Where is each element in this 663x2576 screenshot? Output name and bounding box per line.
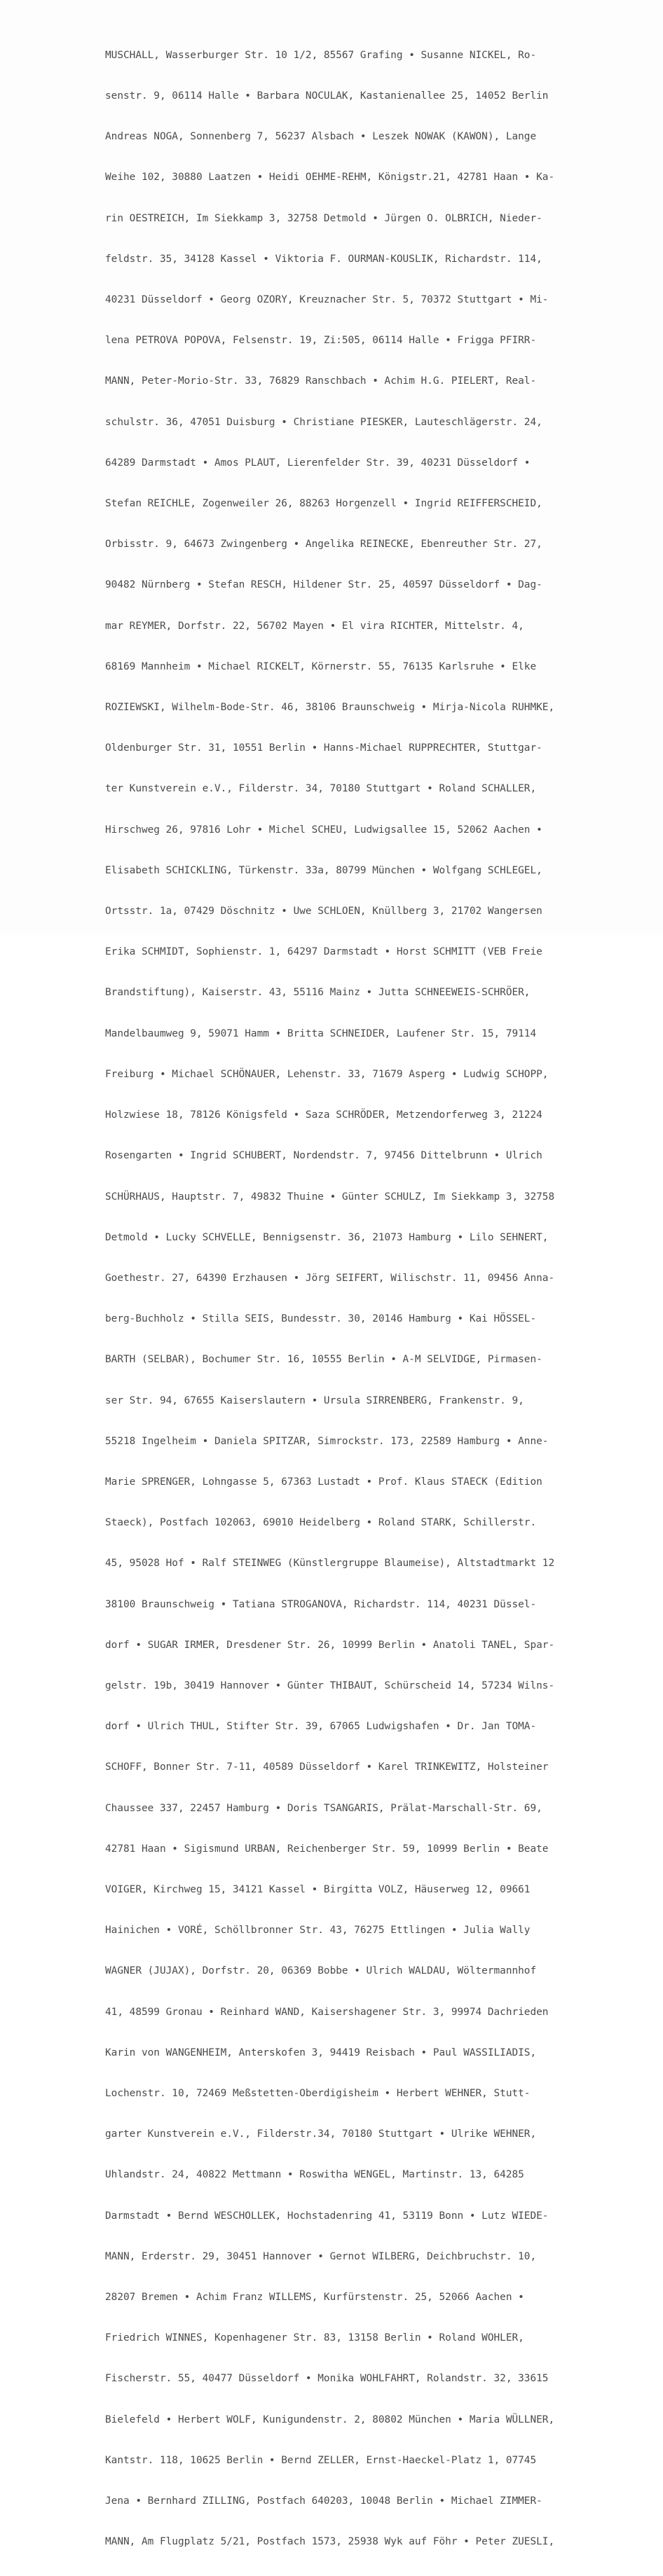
text-line: ROZIEWSKI, Wilhelm-Bode-Str. 46, 38106 Braunschweig • Mirja-Nicola RUHMKE, bbox=[105, 702, 555, 714]
text-line: Friedrich WINNES, Kopenhagener Str. 83, 13158 Berlin • Roland WOHLER, bbox=[105, 2332, 524, 2344]
text-line: 28207 Bremen • Achim Franz WILLEMS, Kurfürstenstr. 25, 52066 Aachen • bbox=[105, 2291, 524, 2303]
text-line: Oldenburger Str. 31, 10551 Berlin • Hanns-Michael RUPPRECHTER, Stuttgar- bbox=[105, 742, 542, 754]
text-line: Kantstr. 118, 10625 Berlin • Bernd ZELLER, Ernst-Haeckel-Platz 1, 07745 bbox=[105, 2454, 537, 2466]
text-line: Marie SPRENGER, Lohngasse 5, 67363 Lustadt • Prof. Klaus STAECK (Edition bbox=[105, 1476, 542, 1488]
text-line: Orbisstr. 9, 64673 Zwingenberg • Angelika REINECKE, Ebenreuther Str. 27, bbox=[105, 539, 542, 550]
text-line: Bielefeld • Herbert WOLF, Kunigundenstr. 2, 80802 München • Maria WÜLLNER, bbox=[105, 2414, 555, 2425]
text-line: SCHÜRHAUS, Hauptstr. 7, 49832 Thuine • Günter SCHULZ, Im Siekkamp 3, 32758 bbox=[105, 1191, 555, 1203]
text-line: gelstr. 19b, 30419 Hannover • Günter THIBAUT, Schürscheid 14, 57234 Wilns- bbox=[105, 1680, 555, 1691]
text-line: Jena • Bernhard ZILLING, Postfach 640203, 10048 Berlin • Michael ZIMMER- bbox=[105, 2495, 542, 2507]
text-line: Lochenstr. 10, 72469 Meßstetten-Oberdigisheim • Herbert WEHNER, Stutt- bbox=[105, 2087, 531, 2099]
text-line: 55218 Ingelheim • Daniela SPITZAR, Simrockstr. 173, 22589 Hamburg • Anne- bbox=[105, 1435, 549, 1447]
text-line: Stefan REICHLE, Zogenweiler 26, 88263 Horgenzell • Ingrid REIFFERSCHEID, bbox=[105, 498, 542, 510]
text-line: Ortsstr. 1a, 07429 Döschnitz • Uwe SCHLOEN, Knüllberg 3, 21702 Wangersen bbox=[105, 906, 542, 917]
text-line: Detmold • Lucky SCHVELLE, Bennigsenstr. 36, 21073 Hamburg • Lilo SEHNERT, bbox=[105, 1231, 549, 1243]
text-line: 68169 Mannheim • Michael RICKELT, Körnerstr. 55, 76135 Karlsruhe • Elke bbox=[105, 660, 537, 672]
text-line: SCHOFF, Bonner Str. 7-11, 40589 Düsseldorf • Karel TRINKEWITZ, Holsteiner bbox=[105, 1761, 549, 1773]
text-line: MANN, Am Flugplatz 5/21, Postfach 1573, 25938 Wyk auf Föhr • Peter ZUESLI, bbox=[105, 2536, 555, 2548]
text-line: Staeck), Postfach 102063, 69010 Heidelberg • Roland STARK, Schillerstr. bbox=[105, 1517, 537, 1529]
text-line: senstr. 9, 06114 Halle • Barbara NOCULAK, Kastanienallee 25, 14052 Berlin bbox=[105, 90, 549, 102]
text-line: MANN, Erderstr. 29, 30451 Hannover • Gernot WILBERG, Deichbruchstr. 10, bbox=[105, 2250, 537, 2262]
text-line: Erika SCHMIDT, Sophienstr. 1, 64297 Darmstadt • Horst SCHMITT (VEB Freie bbox=[105, 946, 542, 958]
text-line: 42781 Haan • Sigismund URBAN, Reichenberger Str. 59, 10999 Berlin • Beate bbox=[105, 1843, 549, 1855]
text-line: MANN, Peter-Morio-Str. 33, 76829 Ranschbach • Achim H.G. PIELERT, Real- bbox=[105, 375, 537, 387]
text-line: Brandstiftung), Kaiserstr. 43, 55116 Mainz • Jutta SCHNEEWEIS-SCHRÖER, bbox=[105, 987, 531, 999]
text-line: lena PETROVA POPOVA, Felsenstr. 19, Zi:505, 06114 Halle • Frigga PFIRR- bbox=[105, 335, 537, 347]
address-list bbox=[105, 22, 652, 2576]
text-line: Uhlandstr. 24, 40822 Mettmann • Roswitha WENGEL, Martinstr. 13, 64285 bbox=[105, 2169, 524, 2181]
text-line: 41, 48599 Gronau • Reinhard WAND, Kaisershagener Str. 3, 99974 Dachrieden bbox=[105, 2006, 549, 2018]
text-line: Karin von WANGENHEIM, Anterskofen 3, 94419 Reisbach • Paul WASSILIADIS, bbox=[105, 2047, 537, 2058]
text-line: mar REYMER, Dorfstr. 22, 56702 Mayen • El vira RICHTER, Mittelstr. 4, bbox=[105, 620, 524, 632]
text-line: feldstr. 35, 34128 Kassel • Viktoria F. OURMAN-KOUSLIK, Richardstr. 114, bbox=[105, 253, 542, 265]
text-line: Darmstadt • Bernd WESCHOLLEK, Hochstadenring 41, 53119 Bonn • Lutz WIEDE- bbox=[105, 2210, 549, 2222]
text-line: ser Str. 94, 67655 Kaiserslautern • Ursula SIRRENBERG, Frankenstr. 9, bbox=[105, 1394, 524, 1406]
text-line: Fischerstr. 55, 40477 Düsseldorf • Monika WOHLFAHRT, Rolandstr. 32, 33615 bbox=[105, 2373, 549, 2385]
text-line: Goethestr. 27, 64390 Erzhausen • Jörg SEIFERT, Wilischstr. 11, 09456 Anna- bbox=[105, 1272, 555, 1284]
text-line: berg-Buchholz • Stilla SEIS, Bundesstr. 30, 20146 Hamburg • Kai HÖSSEL- bbox=[105, 1313, 537, 1325]
text-line: Weihe 102, 30880 Laatzen • Heidi OEHME-REHM, Königstr.21, 42781 Haan • Ka- bbox=[105, 172, 555, 183]
text-line: Holzwiese 18, 78126 Königsfeld • Saza SCHRÖDER, Metzendorferweg 3, 21224 bbox=[105, 1109, 542, 1121]
text-line: Rosengarten • Ingrid SCHUBERT, Nordendstr. 7, 97456 Dittelbrunn • Ulrich bbox=[105, 1150, 542, 1162]
text-line: 38100 Braunschweig • Tatiana STROGANOVA, Richardstr. 114, 40231 Düssel- bbox=[105, 1598, 537, 1610]
text-line: MUSCHALL, Wasserburger Str. 10 1/2, 85567 Grafing • Susanne NICKEL, Ro- bbox=[105, 49, 537, 61]
text-line: VOIGER, Kirchweg 15, 34121 Kassel • Birgitta VOLZ, Häuserweg 12, 09661 bbox=[105, 1883, 531, 1895]
text-line: dorf • SUGAR IRMER, Dresdener Str. 26, 10999 Berlin • Anatoli TANEL, Spar- bbox=[105, 1639, 555, 1651]
text-line: WAGNER (JUJAX), Dorfstr. 20, 06369 Bobbe • Ulrich WALDAU, Wöltermannhof bbox=[105, 1965, 537, 1977]
text-line: Andreas NOGA, Sonnenberg 7, 56237 Alsbach • Leszek NOWAK (KAWON), Lange bbox=[105, 131, 537, 143]
text-line: 90482 Nürnberg • Stefan RESCH, Hildener Str. 25, 40597 Düsseldorf • Dag- bbox=[105, 579, 542, 591]
text-line: garter Kunstverein e.V., Filderstr.34, 70180 Stuttgart • Ulrike WEHNER, bbox=[105, 2128, 537, 2140]
text-line: ter Kunstverein e.V., Filderstr. 34, 70180 Stuttgart • Roland SCHALLER, bbox=[105, 783, 537, 795]
text-line: Mandelbaumweg 9, 59071 Hamm • Britta SCHNEIDER, Laufener Str. 15, 79114 bbox=[105, 1027, 537, 1039]
text-line: 40231 Düsseldorf • Georg OZORY, Kreuznacher Str. 5, 70372 Stuttgart • Mi- bbox=[105, 294, 549, 306]
text-line: schulstr. 36, 47051 Duisburg • Christiane PIESKER, Lauteschlägerstr. 24, bbox=[105, 416, 542, 428]
text-line: BARTH (SELBAR), Bochumer Str. 16, 10555 Berlin • A-M SELVIDGE, Pirmasen- bbox=[105, 1354, 542, 1366]
text-line: Elisabeth SCHICKLING, Türkenstr. 33a, 80799 München • Wolfgang SCHLEGEL, bbox=[105, 864, 542, 876]
text-line: Chaussee 337, 22457 Hamburg • Doris TSANGARIS, Prälat-Marschall-Str. 69, bbox=[105, 1802, 542, 1814]
text-line: Freiburg • Michael SCHÖNAUER, Lehenstr. 33, 71679 Asperg • Ludwig SCHOPP, bbox=[105, 1068, 549, 1080]
text-line: 45, 95028 Hof • Ralf STEINWEG (Künstlergruppe Blaumeise), Altstadtmarkt 12 bbox=[105, 1558, 555, 1570]
text-line: rin OESTREICH, Im Siekkamp 3, 32758 Detmold • Jürgen O. OLBRICH, Nieder- bbox=[105, 212, 542, 224]
text-line: Hainichen • VORÉ, Schöllbronner Str. 43, 76275 Ettlingen • Julia Wally bbox=[105, 1925, 531, 1937]
text-line: dorf • Ulrich THUL, Stifter Str. 39, 67065 Ludwigshafen • Dr. Jan TOMA- bbox=[105, 1721, 537, 1733]
text-line: 64289 Darmstadt • Amos PLAUT, Lierenfelder Str. 39, 40231 Düsseldorf • bbox=[105, 457, 531, 469]
text-line: Hirschweg 26, 97816 Lohr • Michel SCHEU, Ludwigsallee 15, 52062 Aachen • bbox=[105, 824, 542, 836]
